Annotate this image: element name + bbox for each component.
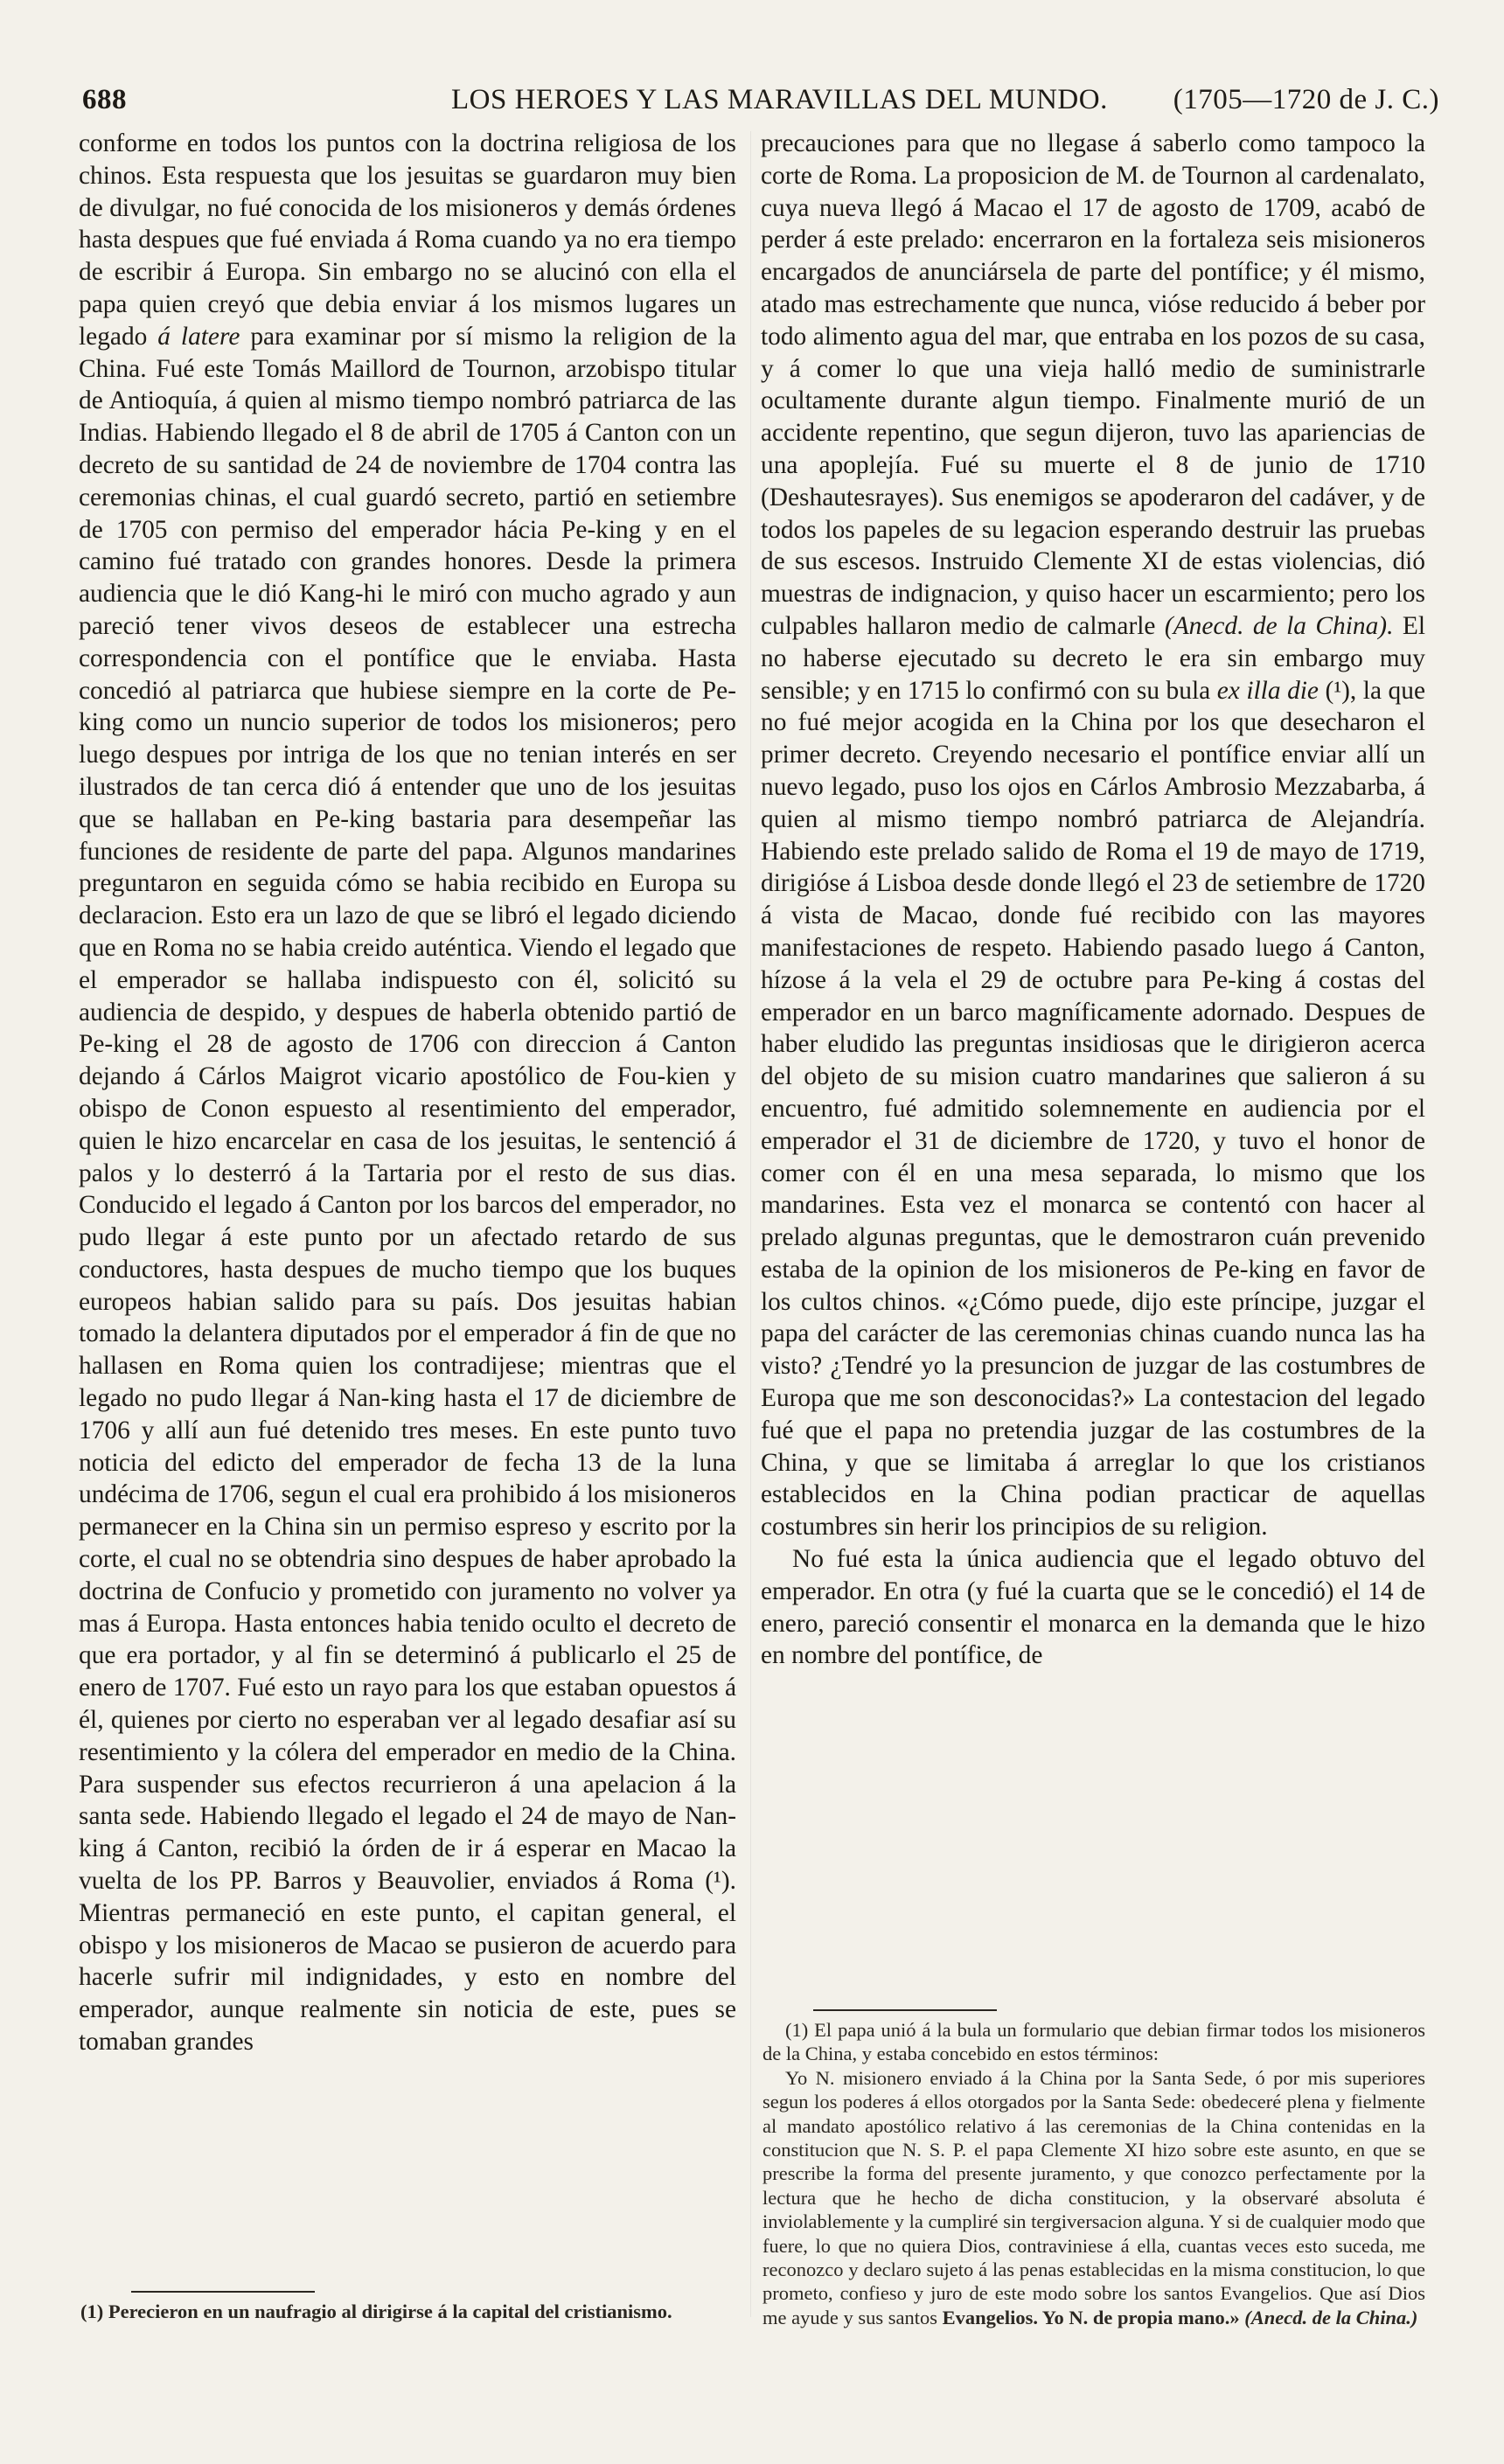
left-column xyxy=(79,128,736,2058)
year-range: (1705—1720 de J. C.) xyxy=(1173,84,1439,115)
right-column-paragraph-2: No fué esta la única audiencia que el legado obtuvo del emperador. En otra (y fué la cuarta que se le concedió) el 14 de enero, pareció consentir el monarca en la demanda que le hizo en nombre del pontífice, de xyxy=(761,1545,1425,1670)
footnote-right-intro: (1) El papa unió á la bula un formulario que debian firmar todos los misioneros de la China, y estaba concebido en estos términos: xyxy=(762,2019,1425,2065)
left-italic-phrase: á latere xyxy=(157,322,240,351)
column-gutter xyxy=(750,131,751,2317)
oath-citation: (Anecd. de la China.) xyxy=(1244,2306,1418,2328)
oath-closing: Evangelios. Yo N. de propia mano.» xyxy=(942,2306,1240,2328)
right-citation: (Anecd. de la China). xyxy=(1164,611,1394,640)
footnote-right-oath xyxy=(762,2066,1425,2329)
running-header xyxy=(75,84,1439,126)
page-number: 688 xyxy=(82,84,127,115)
footnote-right xyxy=(762,2018,1425,2329)
footnote-rule-left xyxy=(131,2291,315,2293)
footnote-left-text: (1) Perecieron en un naufragio al dirigirse á la capital del cristianismo. xyxy=(80,2300,672,2322)
oath-text: Yo N. misionero enviado á la China por la Santa Sede, ó por mis superiores segun los poderes á ellos otorgados por la Santa Sede: obedeceré plena y fielmente al mandato apostólico relativo á las ceremonias de la China contenidas en la constitucion que N. S. P. el papa Clemente XI hizo sobre este asunto, en que se prescribe la forma del presente juramento, y que conozco perfectamente por la lectura que he hecho de dicha constitucion, y la observaré absoluta é inviolablemente y la cumpliré sin tergiversacion alguna. Y si de cualquier modo que fuere, lo que no quiera Dios, contraviniese á ella, cuantas veces esto suceda, me reconozco y declaro sujeto á las penas establecidas en la misma constitucion, lo que prometo, confieso y juro de este modo sobre los santos Evangelios. Que así Dios me ayude y sus santos xyxy=(762,2066,1425,2328)
left-text-2: para examinar por sí mismo la religion de la China. Fué este Tomás Maillord de Tournon, arzobispo titular de Antioquía, á quien al mismo tiempo nombró patriarca de las Indias. Habiendo llegado el 8 de abril de 1705 á Canton con un decreto de su santidad de 24 de noviembre de 1704 contra las ceremonias chinas, el cual guardó secreto, partió en setiembre de 1705 con permiso del emperador hácia Pe-king y en el camino fué tratado con grandes honores. Desde la primera audiencia que le dió Kang-hi le miró con mucho agrado y aun pareció tener vivos deseos de establecer una estrecha correspondencia con el pontífice que le enviaba. Hasta concedió al patriarca que hubiese siempre en la corte de Pe-king como un nuncio superior de todos los misioneros; pero luego despues por intriga de los que no tenian interés en ser ilustrados de tan cerca dió á entender que uno de los jesuitas que se hallaban en Pe-king bastaria para desempeñar las funciones de residente de parte del papa. Algunos mandarines preguntaron en seguida cómo se habia recibido en Europa su declaracion. Esto era un lazo de que se libró el legado diciendo que en Roma no se habia creido auténtica. Viendo el legado que el emperador se hallaba indispuesto con él, solicitó su audiencia de despido, y despues de haberla obtenido partió de Pe-king el 28 de agosto de 1706 con direccion á Canton dejando á Cárlos Maigrot vicario apostólico de Fou-kien y obispo de Conon espuesto al resentimiento del emperador, quien le hizo encarcelar en casa de los jesuitas, le sentenció á palos y lo desterró á la Tartaria por el resto de sus dias. Conducido el legado á Canton por los barcos del emperador, no pudo llegar á este punto por un afectado retardo de sus conductores, hasta despues de mucho tiempo que los buques europeos habian salido para su país. Dos jesuitas habian tomado la delantera diputados por el emperador á fin de que no hallasen en Roma quien los contradijese; mientras que el legado no pudo llegar á Nan-king hasta el 17 de diciembre de 1706 y allí aun fué detenido tres meses. En este punto tuvo noticia del edicto del emperador de fecha 13 de la luna undécima de 1706, segun el cual era prohibido á los misioneros permanecer en la China sin un permiso espreso y escrito por la corte, el cual no se obtendria sino despues de haber aprobado la doctrina de Confucio y prometido con juramento no volver ya mas á Europa. Hasta entonces habia tenido oculto el decreto de que era portador, y al fin se determinó á publicarlo el 25 de enero de 1707. Fué esto un rayo para los que estaban opuestos á él, quienes por cierto no esperaban ver al legado desafiar así su resentimiento y la cólera del emperador en medio de la China. Para suspender sus efectos recurrieron á una apelacion á la santa sede. Habiendo llegado el legado el 24 de mayo de Nan-king á Canton, recibió la órden de ir á esperar en Macao la vuelta de los PP. Barros y Beauvolier, enviados á Roma (¹). Mientras permaneció en este punto, el capitan general, el obispo y los misioneros de Macao se pusieron de acuerdo para hacerle sufrir mil indignidades, y esto en nombre del emperador, aunque realmente sin noticia de este, pues se tomaban grandes xyxy=(79,322,736,2057)
right-text-1: precauciones para que no llegase á saberlo como tampoco la corte de Roma. La proposicion de M. de Tournon al cardenalato, cuya nueva llegó á Macao el 17 de agosto de 1709, acabó de perder á este prelado: encerraron en la fortaleza seis misioneros encargados de anunciársela de parte del pontífice; y él mismo, atado mas estrechamente que nunca, vióse reducido á beber por todo alimento agua del mar, que entraba en los pozos de su casa, y á comer lo que una vieja halló medio de suministrarle ocultamente durante algun tiempo. Finalmente murió de un accidente repentino, que segun dijeron, tuvo las apariencias de una apoplejía. Fué su muerte el 8 de junio de 1710 (Deshautesrayes). Sus enemigos se apoderaron del cadáver, y de todos los papeles de su legacion esperando destruir las pruebas de sus escesos. Instruido Clemente XI de estas violencias, dió muestras de indignacion, y quiso hacer un escarmiento; pero los culpables hallaron medio de calmarle xyxy=(761,129,1425,640)
right-text-3: (¹), la que no fué mejor acogida en la China por los que desecharon el primer decreto. Creyendo necesario el pontífice enviar allí un nuevo legado, puso los ojos en Cárlos Ambrosio Mezzabarba, á quien al mismo tiempo nombró patriarca de Alejandría. Habiendo este prelado salido de Roma el 19 de mayo de 1719, dirigióse á Lisboa desde donde llegó el 23 de setiembre de 1720 á vista de Macao, donde fué recibido con las mayores manifestaciones de respeto. Habiendo pasado luego á Canton, hízose á la vela el 29 de octubre para Pe-king á costas del emperador en un barco magníficamente adornado. Despues de haber eludido las preguntas insidiosas que le dirigieron acerca del objeto de su mision cuatro mandarines que salieron á su encuentro, fué admitido solemnemente en audiencia por el emperador el 31 de diciembre de 1720, y tuvo el honor de comer con él en una mesa separada, lo mismo que los mandarines. Esta vez el monarca se contentó con hacer al prelado algunas preguntas, que le demostraron cuán prevenido estaba de la opinion de los misioneros de Pe-king en favor de los cultos chinos. «¿Cómo puede, dijo este príncipe, juzgar el papa del carácter de las ceremonias chinas cuando nunca las ha visto? ¿Tendré yo la presuncion de juzgar de las costumbres de Europa que me son desconocidas?» La contestacion del legado fué que el papa no pretendia juzgar de las costumbres de la China, y que se limitaba á arreglar lo que los cristianos establecidos en la China podian practicar de aquellas costumbres sin herir los principios de su religion. xyxy=(761,676,1425,1542)
right-column xyxy=(761,128,1425,1672)
running-title: LOS HEROES Y LAS MARAVILLAS DEL MUNDO. xyxy=(451,84,1108,115)
footnote-rule-right xyxy=(813,2009,997,2011)
right-text-2: El no haberse ejecutado su decreto le era sin embargo muy sensible; y en 1715 lo confirmó con su bula xyxy=(761,611,1425,705)
left-column-paragraph xyxy=(79,128,736,2058)
right-column-paragraph-1 xyxy=(761,128,1425,1543)
footnote-left xyxy=(80,2300,736,2323)
bula-title: ex illa die xyxy=(1216,676,1319,705)
left-text-1: conforme en todos los puntos con la doctrina religiosa de los chinos. Esta respuesta que los jesuitas se guardaron muy bien de divulgar, no fué conocida de los misioneros y demás órdenes hasta despues que fué enviada á Roma cuando ya no era tiempo de escribir á Europa. Sin embargo no se alucinó con ella el papa quien creyó que debia enviar á los mismos lugares un legado xyxy=(79,129,736,351)
